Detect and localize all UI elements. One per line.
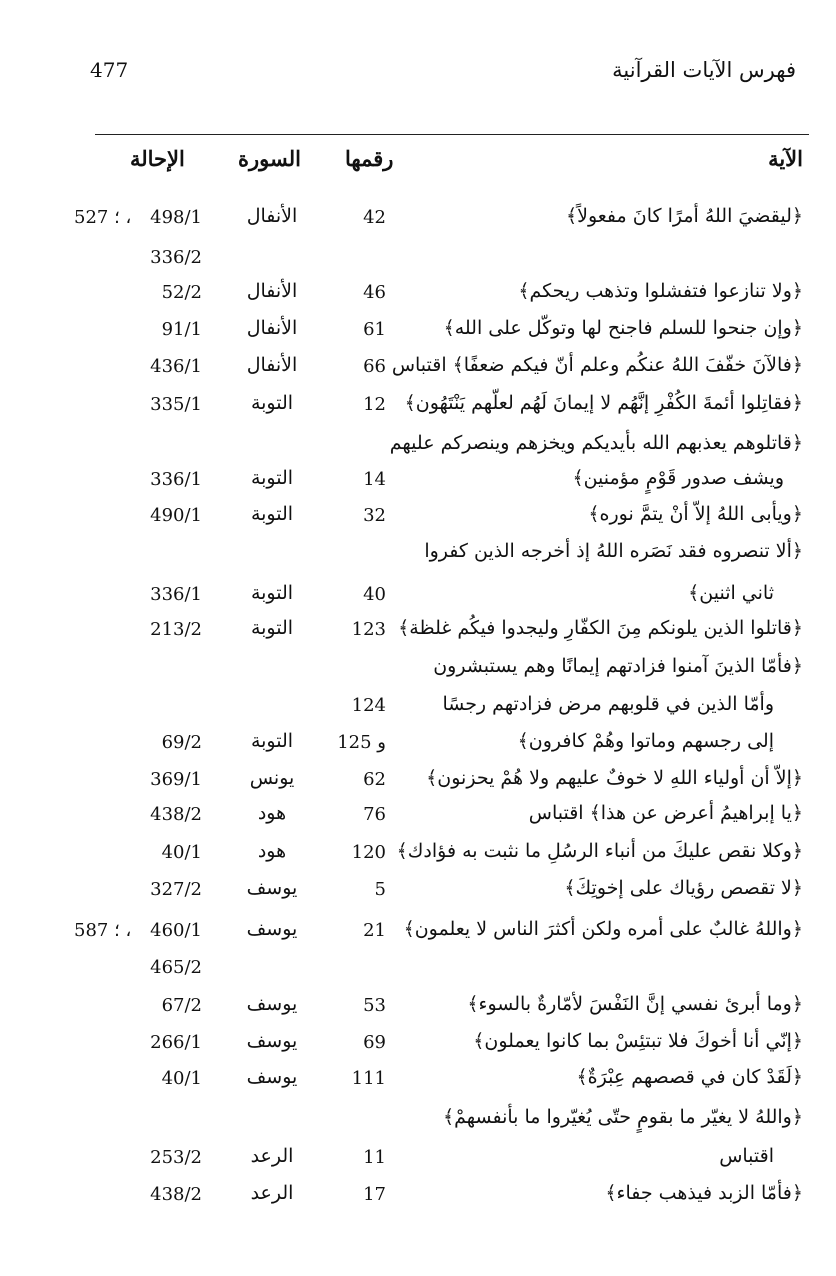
surah-name: الرعد [250,1145,294,1167]
table-row [0,767,836,801]
reference-value: 91/1 [161,319,202,340]
table-row [0,877,836,911]
table-row [0,693,836,727]
verse-number: 12 [363,394,386,415]
verse-number: 76 [363,804,386,825]
reference-value: 460/1 [150,920,202,941]
table-row [0,467,836,501]
surah-name: التوبة [250,503,294,525]
reference-extra: 527 ؛ ، [74,207,132,228]
verse-number: 5 [374,879,386,900]
table-row [0,655,836,689]
reference-value: 335/1 [150,394,202,415]
reference-value: 336/1 [150,469,202,490]
verse-text: ﴿فقاتِلوا أئمةَ الكُفْرِ إنَّهُم لا إيمانَ لَهُم لعلّهم يَنْتَهُون﴾ [404,392,803,414]
verse-text: ﴿فأمّا الذينَ آمنوا فزادتهم إيمانًا وهم يستبشرون [433,655,803,677]
verse-number: 40 [363,584,386,605]
verse-text: ﴿واللهُ غالبٌ على أمره ولكن أكثرَ الناس لا يعلمون﴾ [403,918,803,940]
verse-text: ﴿واللهُ لا يغيّر ما بقومٍ حتّى يُغيّروا ما بأنفسهمْ﴾ [443,1106,803,1128]
reference-value: 369/1 [150,769,202,790]
table-row [0,503,836,537]
table-row [0,1066,836,1100]
verse-text: إلى رجسهم وماتوا وهُمْ كافرون﴾ [517,730,774,752]
table-row [0,392,836,426]
surah-name: الأنفال [246,354,298,376]
surah-name: يوسف [246,877,298,899]
verse-number: 61 [363,319,386,340]
verse-text: ﴿ليقضيَ اللهُ أمرًا كانَ مفعولاً﴾ [565,205,803,227]
verse-text: ﴿إلاّ أن أولياء اللهِ لا خوفٌ عليهم ولا هُمْ يحزنون﴾ [426,767,803,789]
verse-number: 21 [363,920,386,941]
verse-number: 46 [363,282,386,303]
surah-name: التوبة [250,617,294,639]
surah-name: الأنفال [246,280,298,302]
surah-name: التوبة [250,467,294,489]
table-row [0,918,836,952]
surah-name: التوبة [250,730,294,752]
reference-value: 498/1 [150,207,202,228]
verse-number: 120 [351,842,386,863]
verse-text: ﴿ألا تنصروه فقد نَصَره اللهُ إذ أخرجه الذين كفروا [424,540,803,562]
reference-value: 266/1 [150,1032,202,1053]
table-row [0,730,836,764]
table-row [0,1145,836,1179]
verse-text: ﴿ويأبى اللهُ إلاّ أنْ يتمَّ نوره﴾ [588,503,803,525]
verse-text: ﴿قاتلوا الذين يلونكم مِنَ الكفّارِ وليجدوا فيكُم غلظة﴾ [398,617,803,639]
surah-name: يونس [249,767,295,789]
table-row [0,205,836,239]
verse-text: ﴿قاتلوهم يعذبهم الله بأيديكم ويخزهم وينصركم عليهم [389,432,803,454]
column-header-reference: الإحالة [130,146,185,171]
verse-number: 123 [351,619,386,640]
surah-name: الأنفال [246,205,298,227]
verse-text: ﴿لَقَدْ كان في قصصهم عِبْرَةٌ﴾ [576,1066,803,1088]
verse-text: ثاني اثنين﴾ [688,582,774,604]
reference-value: 40/1 [161,842,202,863]
surah-name: يوسف [246,1030,298,1052]
table-row [0,1106,836,1140]
verse-number: 17 [363,1184,386,1205]
surah-name: هود [257,802,287,824]
column-header-number: رقمها [345,146,394,171]
table-row [0,317,836,351]
verse-text: ﴿يا إبراهيمُ أعرض عن هذا﴾ اقتباس [528,802,803,824]
verse-number: 32 [363,505,386,526]
reference-value: 336/2 [150,247,202,268]
page-number: 477 [90,58,129,82]
reference-value: 438/2 [150,804,202,825]
verse-text: ﴿لا تقصص رؤياك على إخوتِكَ﴾ [564,877,803,899]
verse-number: 66 [363,356,386,377]
reference-extra: 587 ؛ ، [74,920,132,941]
verse-text: ﴿وما أبرئ نفسي إنَّ النَفْسَ لأمّارةٌ بالسوء﴾ [467,993,803,1015]
reference-value: 490/1 [150,505,202,526]
verse-number: 62 [363,769,386,790]
verse-number: و 125 [337,732,386,753]
column-header-surah: السورة [238,146,301,171]
reference-value: 336/1 [150,584,202,605]
surah-name: التوبة [250,582,294,604]
verse-text: ﴿ولا تنازعوا فتفشلوا وتذهب ريحكم﴾ [518,280,803,302]
table-row [0,993,836,1027]
table-row [0,955,836,989]
reference-value: 52/2 [161,282,202,303]
reference-value: 67/2 [161,995,202,1016]
verse-text: اقتباس [719,1145,774,1167]
reference-value: 69/2 [161,732,202,753]
verse-number: 42 [363,207,386,228]
verse-number: 111 [351,1068,386,1089]
column-header-verse: الآية [768,146,803,171]
surah-name: يوسف [246,993,298,1015]
reference-value: 213/2 [150,619,202,640]
table-row [0,840,836,874]
reference-value: 40/1 [161,1068,202,1089]
verse-text: ﴿فأمّا الزبد فيذهب جفاء﴾ [605,1182,803,1204]
reference-value: 438/2 [150,1184,202,1205]
verse-number: 124 [351,695,386,716]
surah-name: الرعد [250,1182,294,1204]
table-row [0,1030,836,1064]
verse-number: 69 [363,1032,386,1053]
reference-value: 436/1 [150,356,202,377]
surah-name: يوسف [246,1066,298,1088]
table-row [0,280,836,314]
reference-value: 327/2 [150,879,202,900]
header-rule [95,134,809,135]
table-row [0,582,836,616]
table-row [0,432,836,466]
running-title: فهرس الآيات القرآنية [612,58,796,82]
verse-text: ﴿إنّي أنا أخوكَ فلا تبتئِسْ بما كانوا يعملون﴾ [473,1030,803,1052]
verse-text: ﴿وكلا نقص عليكَ من أنباء الرسُلِ ما نثبت به فؤادك﴾ [396,840,803,862]
verse-text: ﴿وإن جنحوا للسلم فاجنح لها وتوكّل على الله﴾ [443,317,803,339]
table-row [0,245,836,279]
surah-name: يوسف [246,918,298,940]
verse-number: 14 [363,469,386,490]
verse-text: وأمّا الذين في قلوبهم مرض فزادتهم رجسًا [442,693,774,715]
table-row [0,354,836,388]
reference-value: 253/2 [150,1147,202,1168]
table-row [0,802,836,836]
table-row [0,1182,836,1216]
verse-text: ﴿فالآنَ خفّفَ اللهُ عنكُم وعلم أنّ فيكم ضعفًا﴾ اقتباس [391,354,803,376]
surah-name: هود [257,840,287,862]
surah-name: الأنفال [246,317,298,339]
verse-number: 53 [363,995,386,1016]
verse-number: 11 [363,1147,386,1168]
table-row [0,617,836,651]
verse-text: ويشف صدور قَوْمٍ مؤمنين﴾ [572,467,784,489]
page-header [90,58,796,92]
reference-value: 465/2 [150,957,202,978]
table-row [0,540,836,574]
surah-name: التوبة [250,392,294,414]
